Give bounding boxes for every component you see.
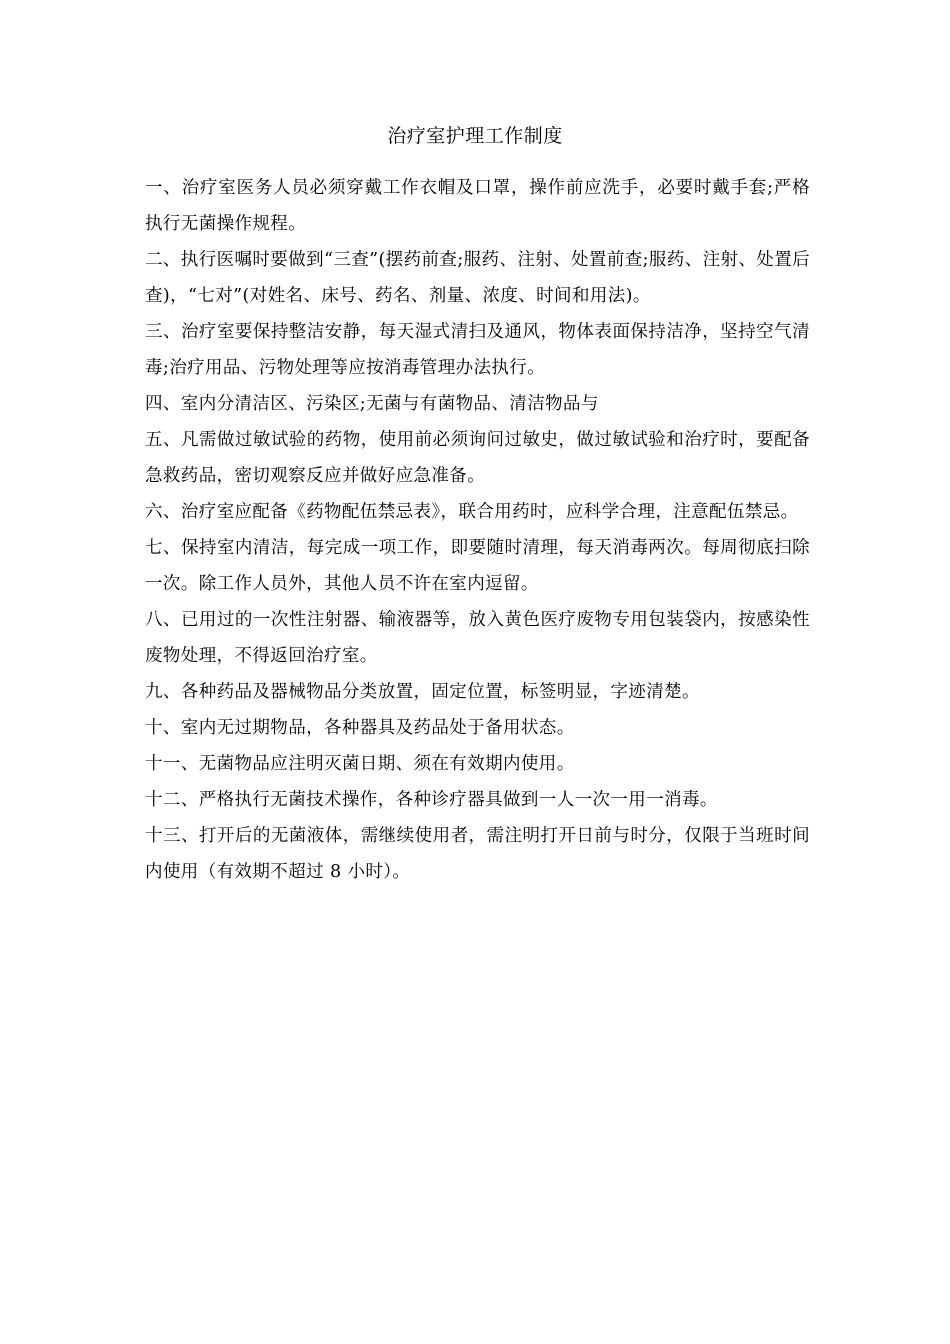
clause-1: 一、治疗室医务人员必须穿戴工作衣帽及口罩，操作前应洗手，必要时戴手套;严格执行无菌操作规程。 — [145, 178, 810, 234]
document-title: 治疗室护理工作制度 — [387, 125, 563, 147]
clause-2: 二、执行医嘱时要做到“三查”(摆药前查;服药、注射、处置前查;服药、注射、处置后查)，“七对”(对姓名、床号、药名、剂量、浓度、时间和用法)。 — [145, 250, 811, 306]
clause-9: 九、各种药品及器械物品分类放置，固定位置，标签明显，字迹清楚。 — [145, 682, 700, 702]
clause-13: 十三、打开后的无菌液体，需继续使用者，需注明打开日前与时分，仅限于当班时间内使用（有效期不超过 8 小时）。 — [145, 826, 810, 882]
clause-10: 十、室内无过期物品，各种器具及药品处于备用状态。 — [145, 718, 575, 738]
clause-3: 三、治疗室要保持整洁安静，每天湿式清扫及通风，物体表面保持洁净，坚持空气清毒;治疗用品、污物处理等应按消毒管理办法执行。 — [145, 322, 810, 378]
clause-8: 八、已用过的一次性注射器、输液器等，放入黄色医疗废物专用包装袋内，按感染性废物处理，不得返回治疗室。 — [145, 610, 810, 666]
clause-list — [145, 170, 810, 890]
clause-6: 六、治疗室应配备《药物配伍禁忌表》，联合用药时，应科学合理，注意配伍禁忌。 — [145, 502, 799, 522]
clause-12: 十二、严格执行无菌技术操作，各种诊疗器具做到一人一次一用一消毒。 — [145, 790, 718, 810]
clause-11: 十一、无菌物品应注明灭菌日期、须在有效期内使用。 — [145, 754, 575, 774]
clause-5: 五、凡需做过敏试验的药物，使用前必须询问过敏史，做过敏试验和治疗时，要配备急救药品，密切观察反应并做好应急准备。 — [145, 430, 810, 486]
clause-7: 七、保持室内清洁，每完成一项工作，即要随时清理，每天消毒两次。每周彻底扫除一次。除工作人员外，其他人员不许在室内逗留。 — [145, 538, 810, 594]
clause-4: 四、室内分清洁区、污染区;无菌与有菌物品、清洁物品与 — [145, 394, 599, 414]
